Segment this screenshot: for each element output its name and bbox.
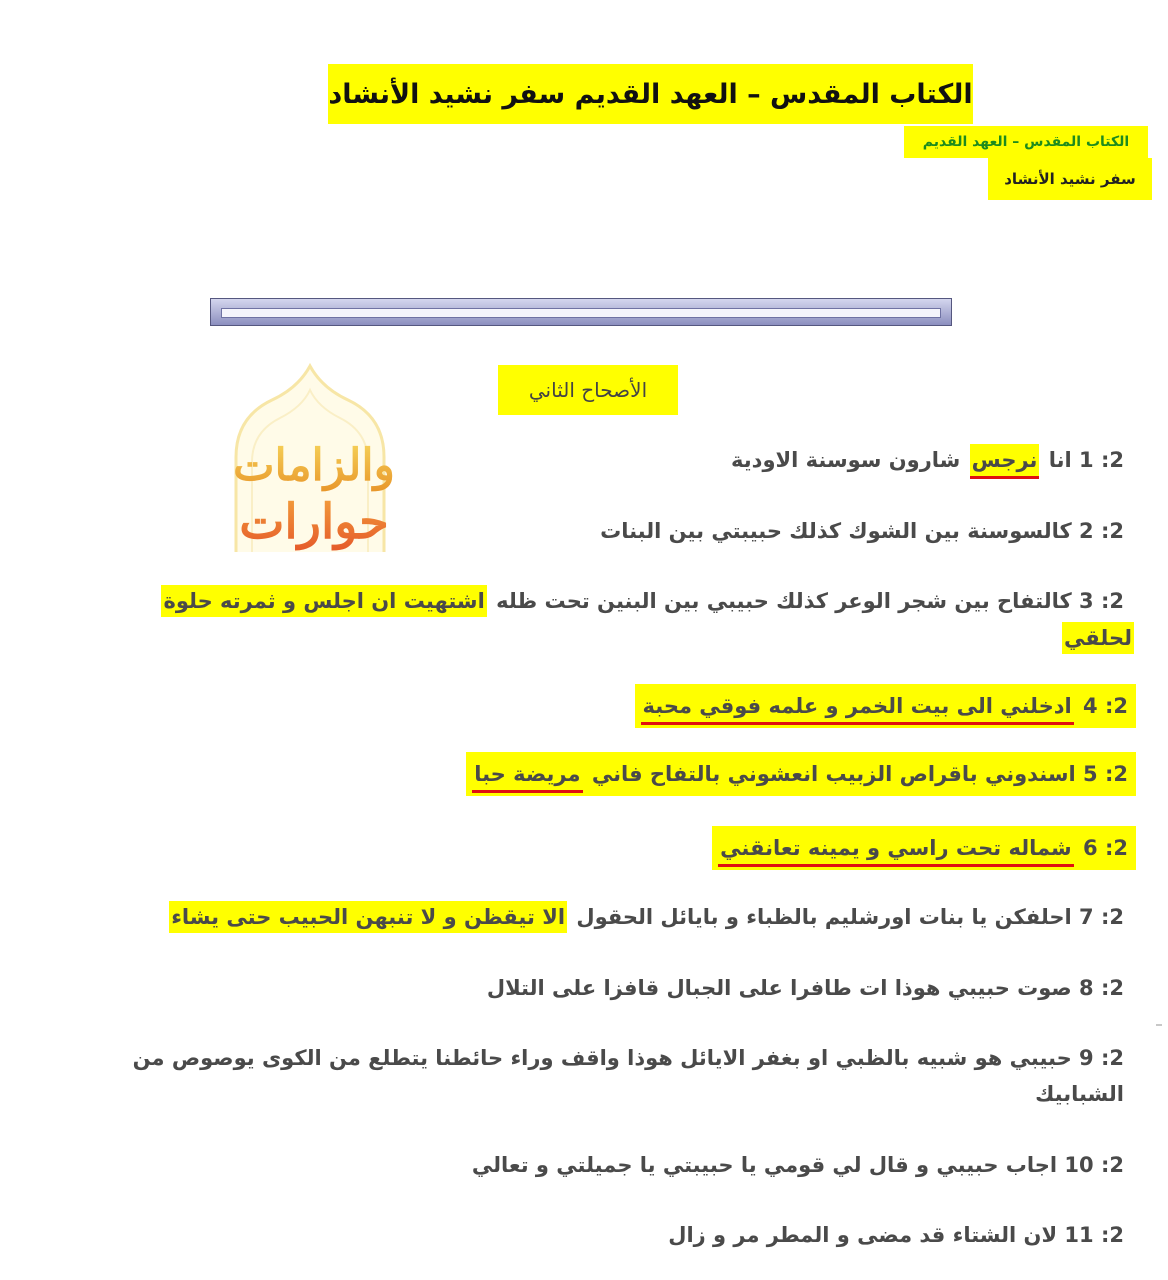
verse-2-8: 2: 8 صوت حبيبي هوذا ات طافرا على الجبال قافزا على التلال <box>486 976 1124 1000</box>
breadcrumb-testament[interactable]: الكتاب المقدس – العهد القديم <box>904 126 1148 158</box>
verse-2-1: 2: 1 انا نرجس شارون سوسنة الاودية <box>729 448 1126 472</box>
verse-highlight: الا تيقظن و لا تنبهن الحبيب حتى يشاء <box>169 901 567 933</box>
verse-highlight: لحلقي <box>1062 622 1134 654</box>
verse-underline: شماله تحت راسي و يمينه تعانقني <box>718 832 1074 867</box>
verse-2-9: 2: 9 حبيبي هو شبيه بالظبي او بغفر الايائل هوذا واقف وراء حائطنا يتطلع من الكوى يوصوص من <box>132 1046 1124 1070</box>
verse-2-11: 2: 11 لان الشتاء قد مضى و المطر مر و زال <box>668 1223 1124 1247</box>
page-title: الكتاب المقدس – العهد القديم سفر نشيد الأنشاد <box>328 64 973 124</box>
svg-text:حوارات: حوارات <box>239 494 389 550</box>
scroll-marker <box>1156 1024 1162 1026</box>
verse-2-2: 2: 2 كالسوسنة بين الشوك كذلك حبيبتي بين البنات <box>600 519 1124 543</box>
verse-underline: مريضة حبا <box>472 758 582 793</box>
verse-highlight: نرجس <box>970 444 1040 479</box>
verse-2-6: 2: 6 شماله تحت راسي و يمينه تعانقني <box>712 826 1136 870</box>
svg-text:والزامات: والزامات <box>233 440 395 491</box>
verse-2-7: 2: 7 احلفكن يا بنات اورشليم بالظباء و بايائل الحقول الا تيقظن و لا تنبهن الحبيب حتى يشاء <box>169 905 1126 929</box>
verse-2-5: 2: 5 اسندوني باقراص الزبيب انعشوني بالتفاح فاني مريضة حبا <box>466 752 1136 796</box>
verse-2-3: 2: 3 كالتفاح بين شجر الوعر كذلك حبيبي بين البنين تحت ظله اشتهيت ان اجلس و ثمرته حلوة <box>161 589 1126 613</box>
hawarat-logo-icon <box>222 362 404 562</box>
verse-highlight: اشتهيت ان اجلس و ثمرته حلوة <box>161 585 486 617</box>
verse-2-4: 2: 4 ادخلني الى بيت الخمر و علمه فوقي محبة <box>635 684 1136 728</box>
verse-2-9-continued: الشبابيك <box>1035 1082 1124 1106</box>
breadcrumb-book[interactable]: سفر نشيد الأنشاد <box>988 158 1152 200</box>
verse-2-10: 2: 10 اجاب حبيبي و قال لي قومي يا حبيبتي يا جميلتي و تعالي <box>471 1153 1124 1177</box>
chapter-title: الأصحاح الثاني <box>498 365 678 415</box>
verse-underline: ادخلني الى بيت الخمر و علمه فوقي محبة <box>641 690 1074 725</box>
verse-2-3-continued <box>1062 626 1134 650</box>
section-divider <box>210 298 952 326</box>
